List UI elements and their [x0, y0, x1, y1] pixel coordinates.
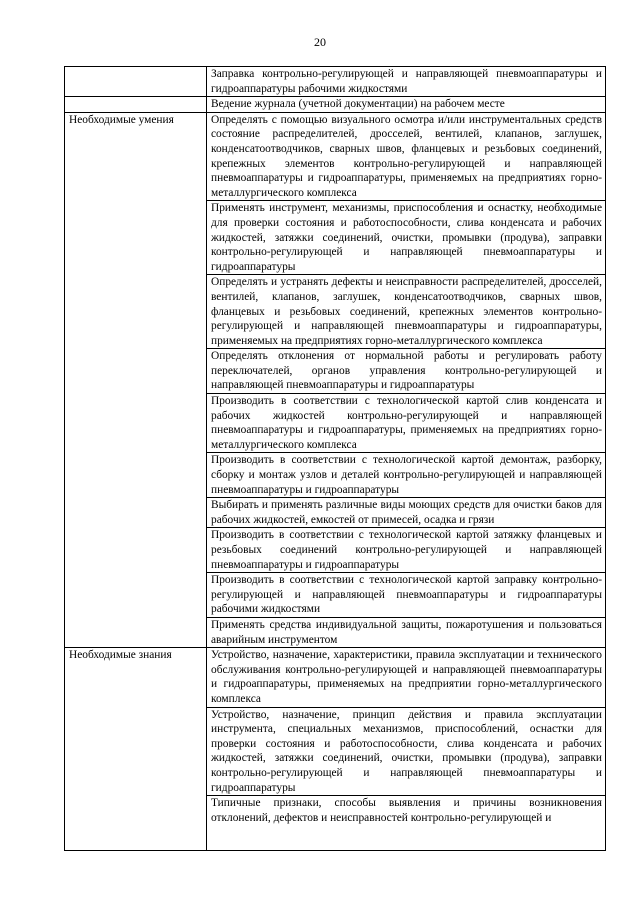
table-cell: Ведение журнала (учетной документации) на рабочем месте — [207, 97, 606, 113]
skill-cell: Применять инструмент, механизмы, приспособления и оснастку, необходимые для проверки состояния и работоспособности, слива конденсата и рабочих жидкостей, затяжки соединений, очистки, промывки (продува), заправки контрольно-регулирующей и направляющей пневмоаппаратуры и гидроаппаратуры — [207, 201, 606, 275]
skill-cell: Производить в соответствии с технологической картой заправку контрольно-регулирующей и направляющей пневмоаппаратуры и гидроаппаратуры рабочими жидкостями — [207, 573, 606, 618]
knowledge-cell: Устройство, назначение, характеристики, правила эксплуатации и технического обслуживания контрольно-регулирующей и направляющей пневмоаппаратуры и гидроаппаратуры, применяемых на предприятии горно-металлургического комплекса — [207, 648, 606, 707]
row-label-empty — [65, 67, 207, 97]
skill-cell: Выбирать и применять различные виды моющих средств для очистки баков для рабочих жидкостей, емкостей от примесей, осадка и грязи — [207, 498, 606, 528]
row-label-empty — [65, 97, 207, 113]
knowledge-cell — [207, 796, 606, 851]
skill-cell: Определять и устранять дефекты и неисправности распределителей, дросселей, вентилей, клапанов, заглушек, конденсатоотводчиков, сварных швов, фланцевых и резьбовых соединений, крепежных элементов контрольно-регулирующей и направляющей пневмоаппаратуры и гидроаппаратуры, применяемых на предприятиях горно-металлургического комплекса — [207, 275, 606, 349]
knowledge-label: Необходимые знания — [65, 648, 207, 851]
skill-cell: Производить в соответствии с технологической картой слив конденсата и рабочих жидкостей контрольно-регулирующей и направляющей пневмоаппаратуры и гидроаппаратуры, применяемых на предприятиях горно-металлургического комплекса — [207, 394, 606, 453]
table-row — [65, 67, 606, 97]
table-cell: Заправка контрольно-регулирующей и направляющей пневмоаппаратуры и гидроаппаратуры рабочими жидкостями — [207, 67, 606, 97]
skills-label: Необходимые умения — [65, 112, 207, 647]
skill-cell: Производить в соответствии с технологической картой затяжку фланцевых и резьбовых соединений контрольно-регулирующей и направляющей пневмоаппаратуры и гидроаппаратуры — [207, 528, 606, 573]
table-row — [65, 97, 606, 113]
page-number: 20 — [314, 35, 326, 49]
competency-table — [64, 66, 606, 851]
knowledge-cell-text: Типичные признаки, способы выявления и причины возникновения отклонений, дефектов и неисправностей контрольно-регулирующей и — [211, 797, 602, 824]
skill-cell: Определять отклонения от нормальной работы и регулировать работу переключателей, органов управления контрольно-регулирующей и направляющей пневмоаппаратуры и гидроаппаратуры — [207, 349, 606, 394]
skill-cell: Определять с помощью визуального осмотра и/или инструментальных средств состояние распределителей, дросселей, вентилей, клапанов, заглушек, конденсатоотводчиков, сварных швов, фланцевых и резьбовых соединений, крепежных элементов контрольно-регулирующей и направляющей пневмоаппаратуры и гидроаппаратуры, применяемых на предприятиях горно-металлургического комплекса — [207, 112, 606, 201]
table-row — [65, 112, 606, 201]
skill-cell: Применять средства индивидуальной защиты, пожаротушения и пользоваться аварийным инструментом — [207, 617, 606, 647]
skill-cell: Производить в соответствии с технологической картой демонтаж, разборку, сборку и монтаж узлов и деталей контрольно-регулирующей и направляющей пневмоаппаратуры и гидроаппаратуры — [207, 453, 606, 498]
table-row — [65, 648, 606, 707]
knowledge-cell: Устройство, назначение, принцип действия и правила эксплуатации инструмента, специальных механизмов, приспособлений, оснастки для проверки состояния и работоспособности, слива конденсата и рабочих жидкостей, затяжки соединений, очистки, промывки (продува), заправки контрольно-регулирующей и направляющей пневмоаппаратуры и гидроаппаратуры — [207, 707, 606, 796]
